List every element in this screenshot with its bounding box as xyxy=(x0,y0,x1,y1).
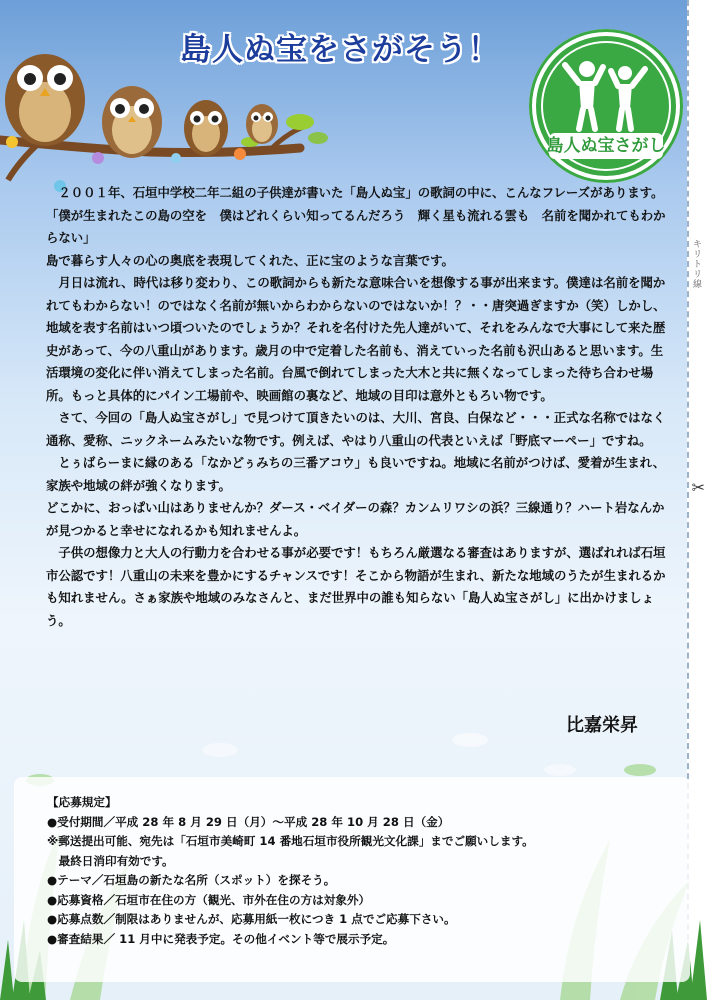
rules-heading: 【応募規定】 xyxy=(47,795,117,809)
rules-line: ●審査結果／ 11 月中に発表予定。その他イベント等で展示予定。 xyxy=(47,931,395,946)
author-signature: 比嘉栄昇 xyxy=(566,715,638,736)
essay-paragraph: 島で暮らす人々の心の奥底を表現してくれた、正に宝のような言葉です。 xyxy=(46,252,454,268)
two-people-raising-fists-icon xyxy=(529,29,683,183)
rules-line: ●応募資格／石垣市在住の方（観光、市外在住の方は対象外） xyxy=(47,892,371,907)
essay-paragraph: 月日は流れ、時代は移り変わり、この歌詞からも新たな意味合いを想像する事が出来ます。僕達は名前を聞かれてもわからない！のではなく名前が無いからわからないのではないか！？・・唐突過ぎますか（笑）しかし、地域を表す名前はいつ頃ついたのでしょうか？それを名付けた先人達がいて、それをみんなで大事にして来た歴史があって、今の八重山があります。歳月の中で定着した名前も、消えていった名前も沢山あると思います。生活環境の変化に伴い消えてしまった名前。台風で倒れてしまった大木と共に無くなってしまった待ち合わせ場所。もっと具体的にパイン工場前や、映画館の裏など、地域の目印は意外ともろい物です。 xyxy=(46,275,666,403)
cut-line-label: キリトリ線 xyxy=(693,240,703,290)
page-title: 島人ぬ宝をさがそう！ xyxy=(180,32,500,68)
application-rules-box xyxy=(14,777,690,982)
logo-text: 島人ぬ宝さがし xyxy=(546,136,666,156)
rules-line: ●応募点数／制限はありませんが、応募用紙一枚につき 1 点でご応募下さい。 xyxy=(47,912,456,926)
rules-line: ●受付期間／平成 28 年 8 月 29 日（月）〜平成 28 年 10 月 28 日（金） xyxy=(47,814,450,829)
essay-paragraph: さて、今回の「島人ぬ宝さがし」で見つけて頂きたいのは、大川、宮良、白保など・・・正式な名称ではなく通称、愛称、ニックネームみたいな物です。例えば、やはり八重山の代表といえば「野底マーペー」ですね。 xyxy=(46,410,666,448)
essay-body xyxy=(46,182,666,632)
essay-paragraph: 子供の想像力と大人の行動力を合わせる事が必要です！もちろん厳選なる審査はありますが、選ばれれば石垣市公認です！八重山の未来を豊かにするチャンスです！そこから物語が生まれ、新たな地域のうたが生まれるかも知れません。さぁ家族や地域のみなさんと、まだ世界中の誰も知らない「島人ぬ宝さがし」に出かけましょう。 xyxy=(46,545,666,628)
essay-paragraph: 「僕が生まれたこの島の空を 僕はどれくらい知ってるんだろう 輝く星も流れる雲も 名前を聞かれてもわからない」 xyxy=(46,207,666,245)
scissors-icon: ✂ xyxy=(691,478,705,497)
rules-line: ●テーマ／石垣島の新たな名所（スポット）を探そう。 xyxy=(47,873,336,887)
essay-paragraph: どこかに、おっぱい山はありませんか？ダース・ベイダーの森？カンムリワシの浜？三線通り？ハート岩なんかが見つかると幸せになれるかも知れませんよ。 xyxy=(46,500,665,538)
rules-line: 最終日消印有効です。 xyxy=(47,853,174,868)
rules-line: ※郵送提出可能、宛先は「石垣市美崎町 14 番地石垣市役所観光文化課」までご願いします。 xyxy=(47,834,534,848)
shimanchu-takara-logo xyxy=(529,29,683,183)
essay-paragraph: ２００１年、石垣中学校二年二組の子供達が書いた「島人ぬ宝」の歌詞の中に、こんなフレーズがあります。 xyxy=(46,185,664,200)
essay-paragraph: とぅばらーまに縁のある「なかどぅみちの三番アコウ」も良いですね。地域に名前がつけば、愛着が生まれ、家族や地域の絆が強くなります。 xyxy=(46,455,666,493)
